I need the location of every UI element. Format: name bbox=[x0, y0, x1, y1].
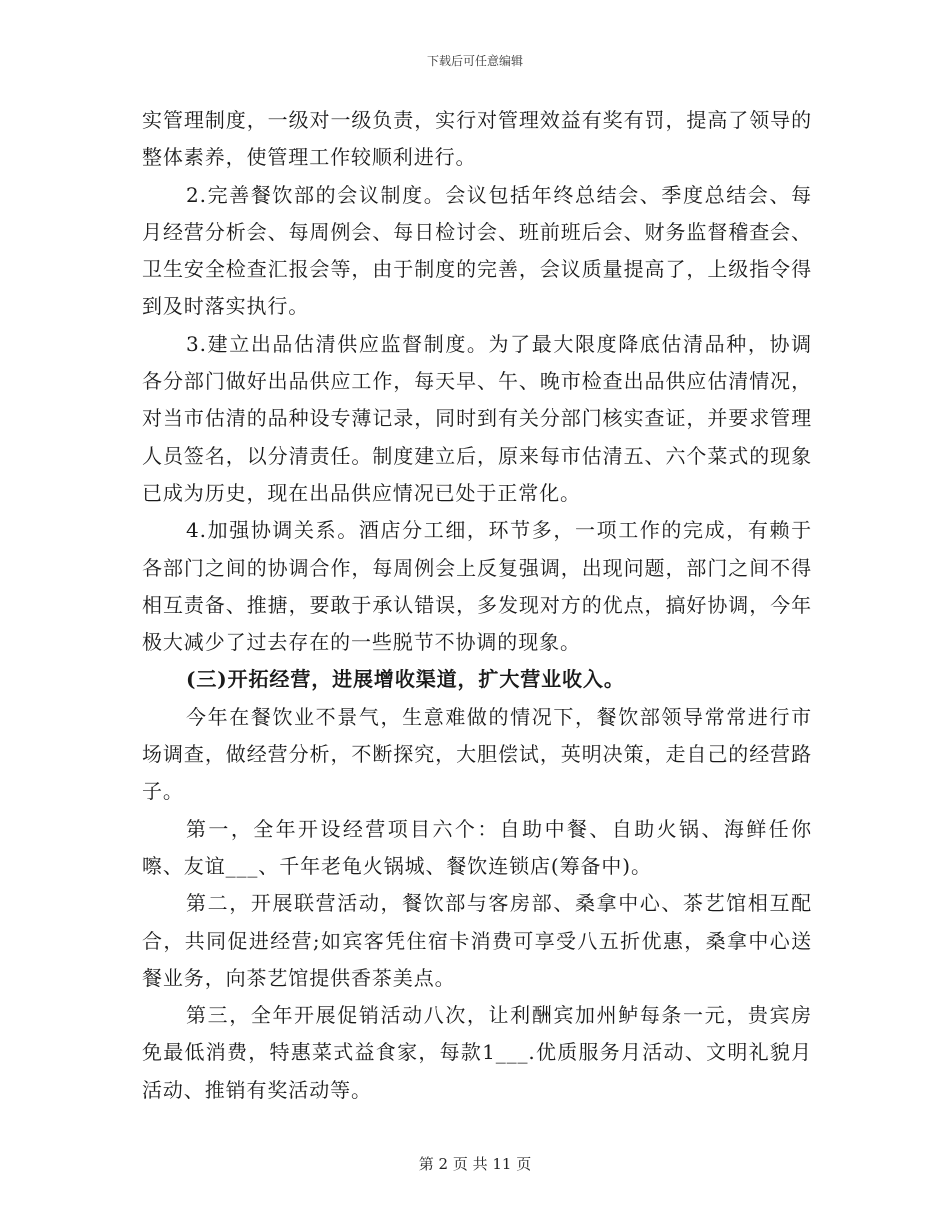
paragraph-item-3: 3.建立出品估清供应监督制度。为了最大限度降底估清品种，协调各分部门做好出品供应工作，每天早、午、晚市检查出品供应估清情况，对当市估清的品种设专薄记录，同时到有关分部门核实查证，并要求管理人员签名，以分清责任。制度建立后，原来每市估清五、六个菜式的现象已成为历史，现在出品供应情况已处于正常化。 bbox=[142, 331, 812, 505]
paragraph-item-4: 4.加强协调关系。酒店分工细，环节多，一项工作的完成，有赖于各部门之间的协调合作，每周例会上反复强调，出现问题，部门之间不得相互责备、推搪，要敢于承认错误，多发现对方的优点，搞好协调，今年极大减少了过去存在的一些脱节不协调的现象。 bbox=[142, 518, 812, 655]
paragraph-intro: 今年在餐饮业不景气，生意难做的情况下，餐饮部领导常常进行市场调查，做经营分析，不断探究，大胆偿试，英明决策，走自己的经营路子。 bbox=[142, 704, 812, 804]
paragraph-continuation: 实管理制度，一级对一级负责，实行对管理效益有奖有罚，提高了领导的整体素养，使管理工作较顺利进行。 bbox=[142, 108, 812, 170]
section-heading: (三)开拓经营，进展增收渠道，扩大营业收入。 bbox=[186, 667, 625, 692]
paragraph-item-2: 2.完善餐饮部的会议制度。会议包括年终总结会、季度总结会、每月经营分析会、每周例会、每日检讨会、班前班后会、财务监督稽查会、卫生安全检查汇报会等，由于制度的完善，会议质量提高了，上级指令得到及时落实执行。 bbox=[142, 182, 812, 319]
document-body bbox=[142, 102, 812, 1109]
paragraph-third: 第三，全年开展促销活动八次，让利酬宾加州鲈每条一元，贵宾房免最低消费，特惠菜式益食家，每款1___.优质服务月活动、文明礼貌月活动、推销有奖活动等。 bbox=[142, 1003, 812, 1102]
paragraph-second: 第二，开展联营活动，餐饮部与客房部、桑拿中心、茶艺馆相互配合，共同促进经营;如宾客凭住宿卡消费可享受八五折优惠，桑拿中心送餐业务，向茶艺馆提供香茶美点。 bbox=[142, 891, 812, 990]
paragraph-first: 第一，全年开设经营项目六个：自助中餐、自助火锅、海鲜任你嚓、友谊___、千年老龟火锅城、餐饮连锁店(筹备中)。 bbox=[142, 816, 812, 878]
page-footer: 第 2 页 共 11 页 bbox=[418, 1155, 532, 1173]
page-header: 下载后可任意编辑 bbox=[426, 54, 523, 68]
